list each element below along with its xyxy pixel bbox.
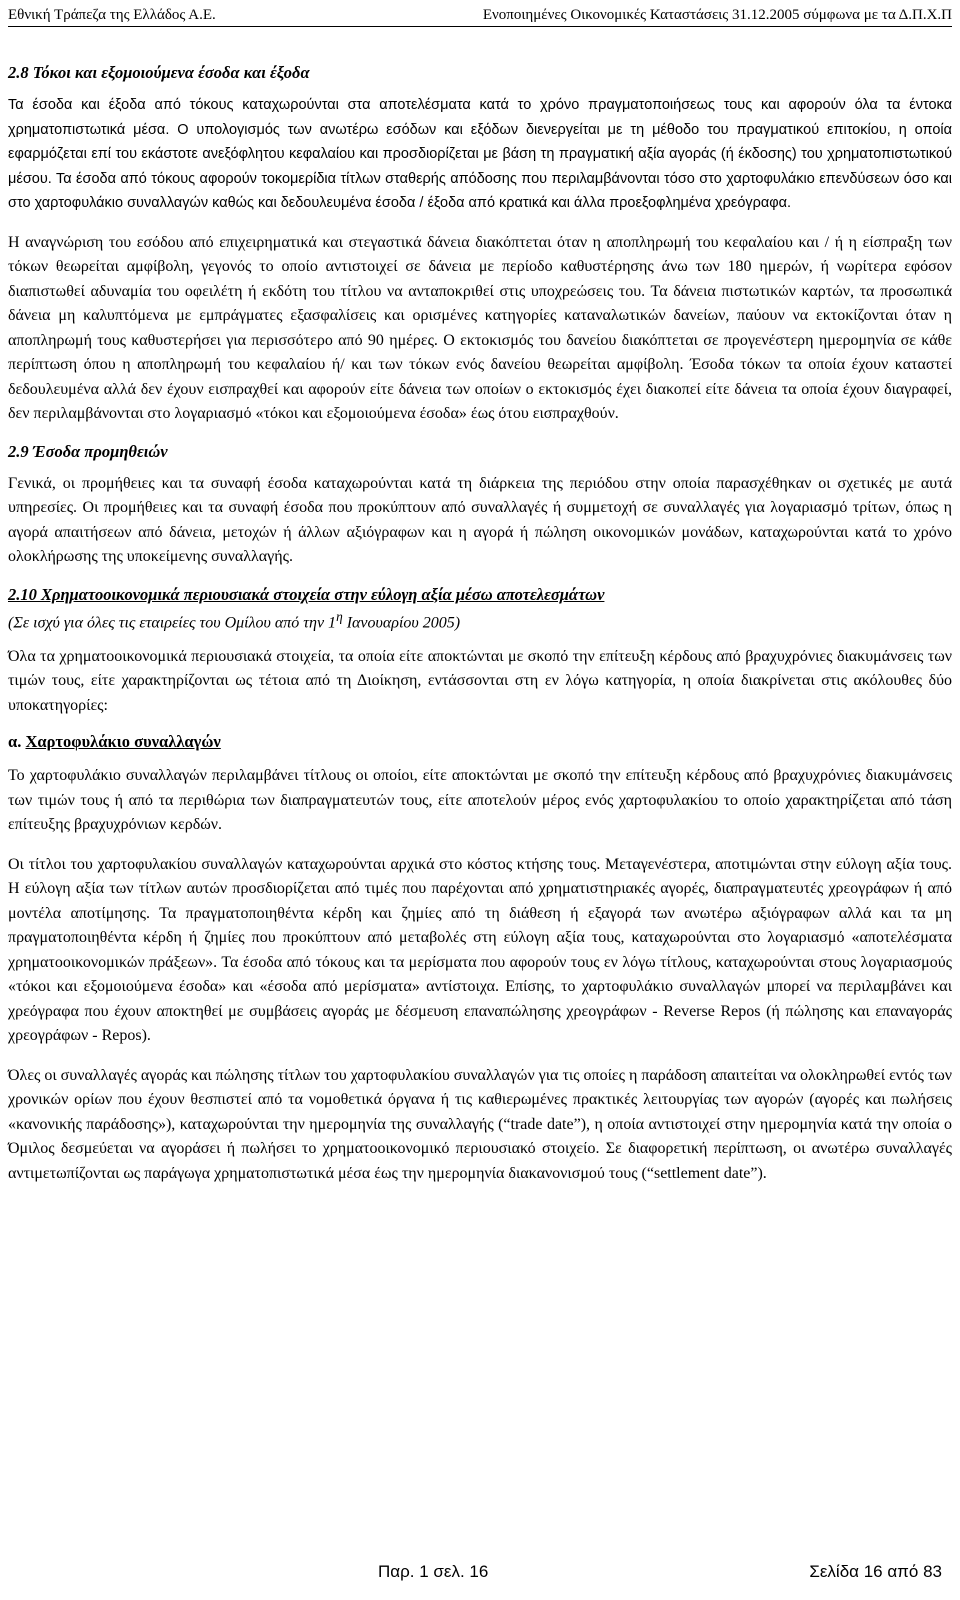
header-report-title: Ενοποιημένες Οικονομικές Καταστάσεις 31.12.2005 σύμφωνα με τα Δ.Π.Χ.Π xyxy=(482,7,952,23)
section-2-8-paragraph-1: Τα έσοδα και έξοδα από τόκους καταχωρούνται στα αποτελέσματα κατά το χρόνο πραγματοποιήσεως τους και αφορούν όλα τα έντοκα χρηματοπιστωτικά μέσα. Ο υπολογισμός των ανωτέρω εσόδων και εξόδων διενεργείται με τη μέθοδο του πραγματικού επιτοκίου, η οποία εφαρμόζεται επί του εκάστοτε ανεξόφλητου κεφαλαίου και προσδιορίζεται με βάση τη πραγματική αξία αγοράς (ή έκδοσης) του χρηματοπιστωτικού μέσου. Τα έσοδα από τόκους αφορούν τοκομερίδια τίτλων σταθερής απόδοσης που περιλαμβάνονται τόσο στο χαρτοφυλάκιο επενδύσεων όσο και στο χαρτοφυλάκιο συναλλαγών καθώς και δεδουλευμένα έσοδα / έξοδα από κρατικά και άλλα προεξοφλημένα χρεόγραφα. xyxy=(8,97,952,211)
section-2-8-paragraph-2: Η αναγνώριση του εσόδου από επιχειρηματικά και στεγαστικά δάνεια διακόπτεται όταν η αποπληρωμή του κεφαλαίου και / ή η είσπραξη των τόκων θεωρείται αμφίβολη, γεγονός το οποίο αντιστοιχεί σε δάνεια με περίοδο καθυστέρησης άνω των 180 ημερών, ή νωρίτερα εφόσον διαπιστωθεί αδυναμία του οφειλέτη ή εκδότη του τίτλου να ανταποκριθεί στις υποχρεώσεις του. Τα δάνεια πιστωτικών καρτών, τα προσωπικά δάνεια μη καλυπτόμενα με εμπράγματες εξασφαλίσεις και ορισμένες κατηγορίες καταναλωτικών δανείων, παύουν να εκτοκίζονται όταν η αποπληρωμή τους καθυστερήσει για περισσότερο από 90 ημέρες. Ο εκτοκισμός του δανείου διακόπτεται σε προγενέστερη ημερομηνία σε κάθε περίπτωση όπου η αποπληρωμή του κεφαλαίου ή/ και των τόκων ενός δανείου θεωρείται αμφίβολη. Έσοδα τόκων τα οποία έχουν καταστεί δεδουλευμένα αλλά δεν έχουν εισπραχθεί και αφορούν είτε δάνεια των οποίων ο εκτοκισμός έχει διακοπεί είτε δάνεια τα οποία έχουν διαγραφεί, δεν περιλαμβάνονται στο λογαριασμό «τόκοι και εξομοιούμενα έσοδα» έως ότου εισπραχθούν. xyxy=(8,233,952,422)
section-2-9-paragraph-1: Γενικά, οι προμήθειες και τα συναφή έσοδα καταχωρούνται κατά τη διάρκεια της περιόδου στην οποία παρασχέθηκαν οι σχετικές με αυτά υπηρεσίες. Οι προμήθειες και τα συναφή έσοδα που προκύπτουν από συναλλαγές ή συμμετοχή σε συναλλαγές για λογαριασμό τρίτων, όπως η αγορά απαιτήσεων από δάνεια, μετοχών ή άλλων αξιόγραφων και η αγορά ή πώληση οικονομικών μονάδων, καταχωρούνται κατά το χρόνο ολοκλήρωσης της υποκείμενης συναλλαγής. xyxy=(8,474,952,565)
header-divider xyxy=(8,26,952,27)
subtitle-text-start: (Σε ισχύ για όλες τις εταιρείες του Ομίλου από την 1 xyxy=(8,613,337,631)
section-2-10-subtitle xyxy=(8,605,952,635)
document-body xyxy=(8,63,952,1186)
subsection-a-heading xyxy=(8,730,952,754)
section-2-10-paragraph-4: Όλες οι συναλλαγές αγοράς και πώλησης τίτλων του χαρτοφυλακίου συναλλαγών για τις οποίες η παράδοση απαιτείται να ολοκληρωθεί εντός των χρονικών ορίων που έχουν θεσπιστεί από τα νομοθετικά όργανα ή τις καθιερωμένες πρακτικές λειτουργίας των αγορών (αγορές και πωλήσεις «κανονικής παράδοσης»), καταχωρούνται την ημερομηνία της συναλλαγής (“trade date”), η οποία αντιστοιχεί στην ημερομηνία κατά την οποία ο Όμιλος δεσμεύεται να αγοράσει ή πωλήσει το χρηματοοικονομικό περιουσιακό στοιχείο. Σε διαφορετική περίπτωση, οι ανωτέρω συναλλαγές αντιμετωπίζονται ως παράγωγα χρηματοπιστωτικά μέσα έως την ημερομηνία διακανονισμού τους (“settlement date”). xyxy=(8,1066,952,1182)
running-header xyxy=(8,3,952,27)
section-2-10-heading: 2.10 Χρηματοοικονομικά περιουσιακά στοιχεία στην εύλογη αξία μέσω αποτελεσμάτων xyxy=(8,584,605,604)
section-2-10-paragraph-1: Όλα τα χρηματοοικονομικά περιουσιακά στοιχεία, τα οποία είτε αποκτώνται με σκοπό την επίτευξη κέρδους από βραχυχρόνιες διακυμάνσεις των τιμών τους, είτε χαρακτηρίζονται ως τέτοια από τη Διοίκηση, εντάσσονται στη εν λόγω κατηγορία, η οποία διακρίνεται στις ακόλουθες δύο υποκατηγορίες: xyxy=(8,647,952,714)
header-bank-name: Εθνική Τράπεζα της Ελλάδος Α.Ε. xyxy=(8,7,216,23)
subsection-a-prefix: α. xyxy=(8,732,26,752)
section-2-8-heading: 2.8 Τόκοι και εξομοιούμενα έσοδα και έξοδα xyxy=(8,63,310,82)
section-2-9-heading: 2.9 Έσοδα προμηθειών xyxy=(8,441,168,461)
footer-paragraph-ref: Παρ. 1 σελ. 16 xyxy=(378,1562,489,1581)
section-2-10-paragraph-2: Το χαρτοφυλάκιο συναλλαγών περιλαμβάνει τίτλους οι οποίοι, είτε αποκτώνται με σκοπό την επίτευξη κέρδους από βραχυχρόνιες διακυμάνσεις των τιμών τους ή από τα περιθώρια των διαπραγματευτών τους, είτε αποτελούν μέρος ενός χαρτοφυλακίου το οποίο χαρακτηρίζεται από τάση επίτευξης βραχυχρόνιων κερδών. xyxy=(8,767,952,834)
subtitle-superscript: η xyxy=(336,608,343,624)
subsection-a-title: Χαρτοφυλάκιο συναλλαγών xyxy=(25,732,221,752)
subtitle-text-end: Ιανουαρίου 2005) xyxy=(342,613,461,631)
section-2-10-paragraph-3: Οι τίτλοι του χαρτοφυλακίου συναλλαγών καταχωρούνται αρχικά στο κόστος κτήσης τους. Μεταγενέστερα, αποτιμώνται στην εύλογη αξία τους. Η εύλογη αξία των τίτλων αυτών προσδιορίζεται από τιμές που παρέχονται από χρηματιστηριακές αγορές, διαπραγματευτές χρεογράφων ή από μοντέλα αποτίμησης. Τα πραγματοποιηθέντα κέρδη και ζημίες από τη διάθεση ή εξαγορά των ανωτέρω αξιόγραφων αλλά και τα μη πραγματοποιηθέντα κέρδη ή ζημίες που προκύπτουν από μεταβολές στη εύλογη αξία τους, καταχωρούνται στο λογαριασμό «αποτελέσματα χρηματοοικονομικών πράξεων». Τα έσοδα από τόκους και τα μερίσματα που αφορούν τους εν λόγω τίτλους, καταχωρούνται στους λογαριασμούς «τόκοι και εξομοιούμενα έσοδα» και «έσοδα από μερίσματα» αντίστοιχα. Επίσης, το χαρτοφυλάκιο συναλλαγών μπορεί να περιλαμβάνει και χρεόγραφα που έχουν αποκτηθεί με συμβάσεις αγοράς με δέσμευση επαναπώλησης χρεογράφων - Reverse Repos (ή πώλησης και επαναγοράς χρεογράφων - Repos). xyxy=(8,855,952,1045)
footer-page-number: Σελίδα 16 από 83 xyxy=(809,1562,942,1581)
